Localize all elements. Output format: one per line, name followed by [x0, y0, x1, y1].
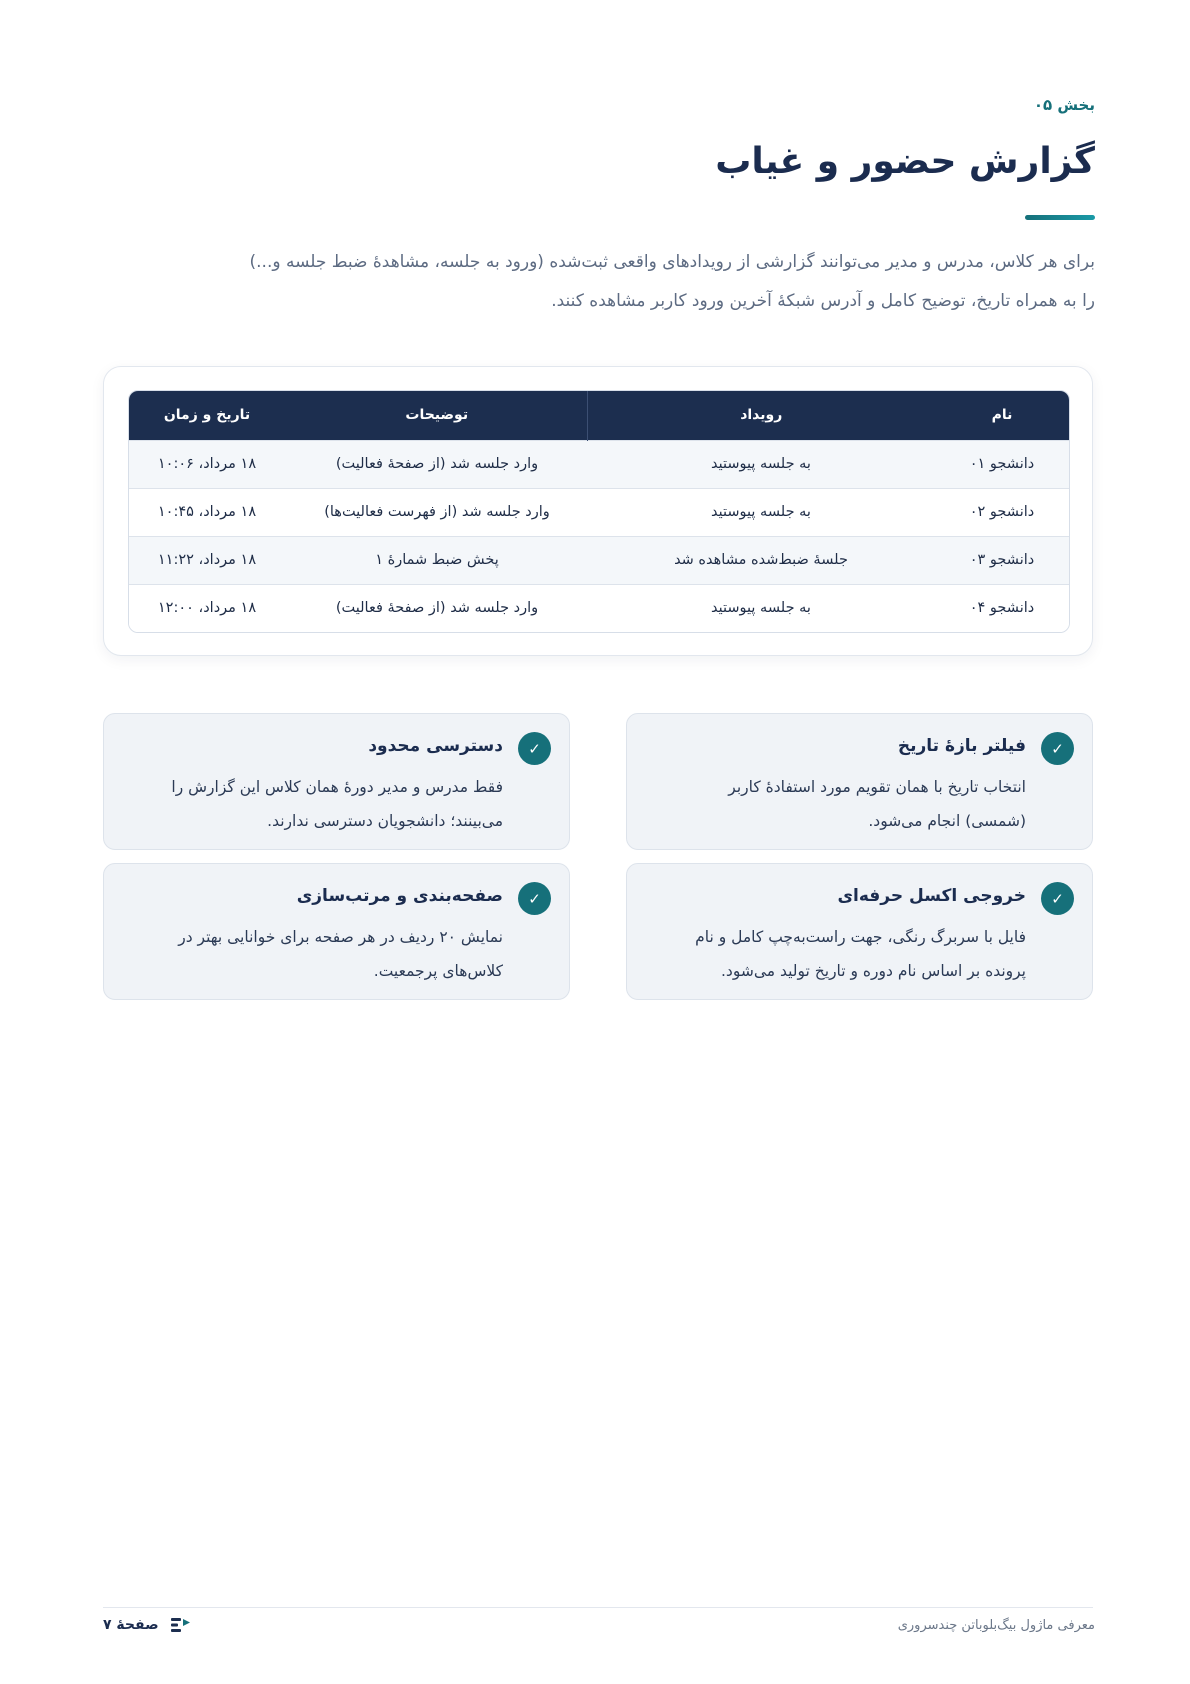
feature-title: دسترسی محدود	[368, 736, 503, 756]
cell-datetime: ۱۸ مرداد، ۱۱:۲۲	[128, 536, 287, 584]
page-title: گزارش حضور و غیاب	[715, 141, 1095, 182]
cell-description: وارد جلسه شد (از صفحهٔ فعالیت)	[287, 440, 587, 488]
logo-icon	[169, 1616, 191, 1634]
feature-card-restricted-access	[103, 713, 570, 850]
feature-line: کلاس‌های پرجمعیت.	[373, 962, 503, 980]
footer-doc-title: معرفی ماژول بیگ‌بلوباتن چندسروری	[897, 1618, 1095, 1633]
section-label: بخش ۰۵	[1033, 96, 1095, 114]
cell-description: پخش ضبط شمارهٔ ۱	[287, 536, 587, 584]
feature-line: پرونده بر اساس نام دوره و تاریخ تولید می‌شود.	[721, 962, 1026, 980]
cell-name: دانشجو ۰۴	[935, 584, 1069, 632]
attendance-table-card	[103, 366, 1093, 656]
cell-description: وارد جلسه شد (از صفحهٔ فعالیت)	[287, 584, 587, 632]
feature-title: خروجی اکسل حرفه‌ای	[837, 886, 1026, 906]
cell-name: دانشجو ۰۲	[935, 488, 1069, 536]
column-header-datetime[interactable]: تاریخ و زمان	[128, 391, 287, 440]
cell-datetime: ۱۸ مرداد، ۱۰:۴۵	[128, 488, 287, 536]
feature-title: صفحه‌بندی و مرتب‌سازی	[296, 886, 503, 906]
feature-line: نمایش ۲۰ ردیف در هر صفحه برای خوانایی بهتر در	[178, 928, 503, 946]
check-icon: ✓	[518, 882, 551, 915]
cell-datetime: ۱۸ مرداد، ۱۲:۰۰	[128, 584, 287, 632]
title-accent-bar	[1025, 215, 1095, 220]
cell-event: به جلسه پیوستید	[587, 440, 935, 488]
feature-line: انتخاب تاریخ با همان تقویم مورد استفادهٔ کاربر	[728, 778, 1026, 796]
feature-line: فقط مدرس و مدیر دورهٔ همان کلاس این گزارش را	[171, 778, 503, 796]
cell-event: به جلسه پیوستید	[587, 584, 935, 632]
table-row	[128, 536, 1069, 584]
feature-description	[646, 920, 1026, 988]
page-number: صفحهٔ ۷	[103, 1617, 159, 1633]
attendance-table-wrapper	[128, 390, 1070, 633]
feature-description	[646, 770, 1026, 838]
attendance-table	[128, 391, 1069, 632]
cell-name: دانشجو ۰۱	[935, 440, 1069, 488]
feature-card-date-filter	[626, 713, 1093, 850]
intro-paragraph	[105, 243, 1095, 321]
table-header-row	[128, 391, 1069, 440]
feature-line: می‌بینند؛ دانشجویان دسترسی ندارند.	[267, 812, 503, 830]
cell-event: جلسهٔ ضبط‌شده مشاهده شد	[587, 536, 935, 584]
cell-name: دانشجو ۰۳	[935, 536, 1069, 584]
check-icon: ✓	[518, 732, 551, 765]
intro-line: را به همراه تاریخ، توضیح کامل و آدرس شبکهٔ آخرین ورود کاربر مشاهده کنند.	[551, 291, 1095, 311]
table-row	[128, 584, 1069, 632]
feature-line: فایل با سربرگ رنگی، جهت راست‌به‌چپ کامل و نام	[695, 928, 1026, 946]
feature-card-pagination	[103, 863, 570, 1000]
column-header-name[interactable]: نام	[935, 391, 1069, 440]
cell-event: به جلسه پیوستید	[587, 488, 935, 536]
cell-datetime: ۱۸ مرداد، ۱۰:۰۶	[128, 440, 287, 488]
column-header-description[interactable]: توضیحات	[287, 391, 587, 440]
feature-description	[123, 920, 503, 988]
table-row	[128, 440, 1069, 488]
cell-description: وارد جلسه شد (از فهرست فعالیت‌ها)	[287, 488, 587, 536]
feature-card-excel-export	[626, 863, 1093, 1000]
feature-description	[123, 770, 503, 838]
table-row	[128, 488, 1069, 536]
footer-page-indicator	[103, 1616, 191, 1634]
check-icon: ✓	[1041, 732, 1074, 765]
feature-title: فیلتر بازهٔ تاریخ	[897, 736, 1026, 756]
intro-line: برای هر کلاس، مدرس و مدیر می‌توانند گزارشی از رویدادهای واقعی ثبت‌شده (ورود به جلسه، مشاهدهٔ ضبط جلسه و...)	[249, 252, 1095, 272]
column-header-event[interactable]: رویداد	[587, 391, 935, 440]
footer-divider	[103, 1607, 1093, 1608]
feature-line: (شمسی) انجام می‌شود.	[868, 812, 1026, 830]
check-icon: ✓	[1041, 882, 1074, 915]
